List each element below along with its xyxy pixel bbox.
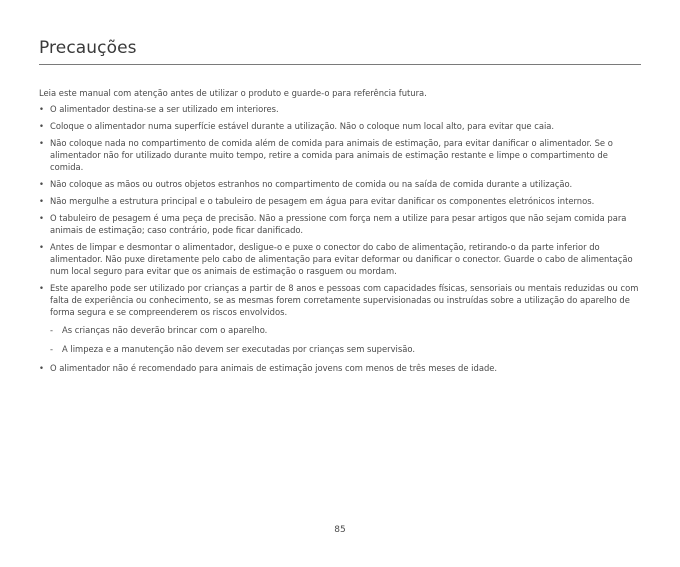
list-item-text: O alimentador não é recomendado para animais de estimação jovens com menos de três meses de idade. [50,363,498,373]
page-title: Precauções [39,38,641,65]
list-item [39,282,641,355]
bullet-icon: • [39,213,44,223]
list-item [39,362,641,374]
list-item-text: Este aparelho pode ser utilizado por crianças a partir de 8 anos e pessoas com capacidades físicas, sensoriais ou mentais reduzidas ou com falta de experiência ou conhecimento, se as mesmas forem corretamente supervisionadas ou instruídas sobre a utilização do aparelho de forma segura e se compreenderem os riscos envolvidos. [50,283,639,317]
list-item-text: O alimentador destina-se a ser utilizado em interiores. [50,104,279,114]
list-item [39,103,641,115]
bullet-icon: • [39,363,44,373]
intro-paragraph: Leia este manual com atenção antes de utilizar o produto e guarde-o para referência futura. [39,88,427,98]
list-item [39,120,641,132]
list-item [39,195,641,207]
children-sublist [50,324,641,355]
sublist-item [50,324,641,336]
page-number: 85 [334,525,346,535]
sublist-item [50,343,641,355]
list-item [39,178,641,190]
list-item [39,241,641,277]
bullet-icon: • [39,242,44,252]
precautions-list [39,103,641,374]
list-item-text: Não coloque as mãos ou outros objetos estranhos no compartimento de comida ou na saída de comida durante a utilização. [50,179,573,189]
list-item-text: Não mergulhe a estrutura principal e o tabuleiro de pesagem em água para evitar danificar os componentes eletrónicos internos. [50,196,595,206]
dash-icon: - [50,344,54,354]
list-item-text: Antes de limpar e desmontar o alimentador, desligue-o e puxe o conector do cabo de alimentação, retirando-o da parte inferior do alimentador. Não puxe diretamente pelo cabo de alimentação para evitar deformar ou danificar o conector. Guarde o cabo de alimentação num local seguro para evitar que os animais de estimação o rasguem ou mordam. [50,242,633,276]
bullet-icon: • [39,283,44,293]
dash-icon: - [50,325,54,335]
sublist-item-text: A limpeza e a manutenção não devem ser executadas por crianças sem supervisão. [62,344,416,354]
list-item-text: Coloque o alimentador numa superfície estável durante a utilização. Não o coloque num local alto, para evitar que caia. [50,121,555,131]
bullet-icon: • [39,121,44,131]
sublist-item-text: As crianças não deverão brincar com o aparelho. [62,325,268,335]
list-item [39,212,641,236]
list-item-text: O tabuleiro de pesagem é uma peça de precisão. Não a pressione com força nem a utilize para pesar artigos que não sejam comida para animais de estimação; caso contrário, pode ficar danificado. [50,213,627,235]
list-item-text: Não coloque nada no compartimento de comida além de comida para animais de estimação, para evitar danificar o alimentador. Se o alimentador não for utilizado durante muito tempo, retire a comida para animais de estimação restante e limpe o compartimento de comida. [50,138,613,172]
list-item [39,137,641,173]
bullet-icon: • [39,196,44,206]
bullet-icon: • [39,104,44,114]
bullet-icon: • [39,179,44,189]
bullet-icon: • [39,138,44,148]
document-page [39,38,641,379]
